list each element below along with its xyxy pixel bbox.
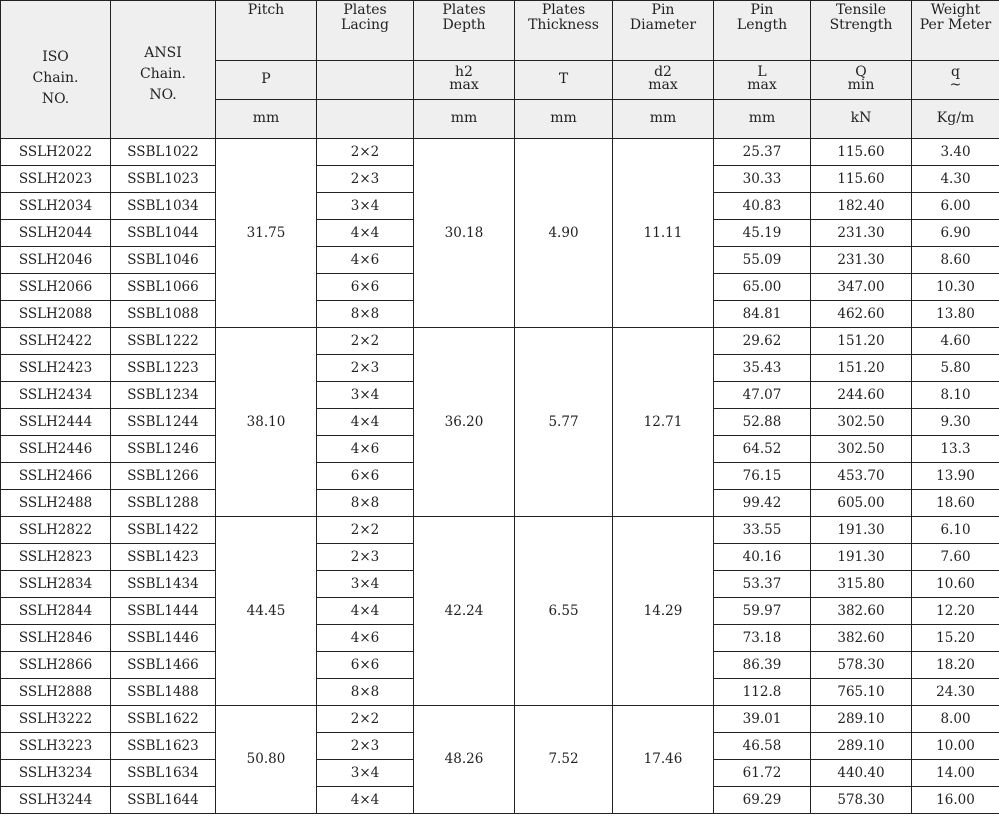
weight-per-meter-cell: 8.10 [912,382,999,409]
tensile-strength-cell: 289.10 [811,706,912,733]
plates-lacing-cell: 8×8 [317,301,414,328]
plates-lacing-cell: 2×2 [317,139,414,166]
ansi-chain-no-cell: SSBL1046 [111,247,216,274]
plates-depth-cell: 42.24 [414,517,515,706]
table-header [1,1,999,139]
pin-length-cell: 35.43 [714,355,811,382]
ansi-chain-no-cell: SSBL1466 [111,652,216,679]
tensile-strength-cell: 765.10 [811,679,912,706]
tensile-strength-cell: 302.50 [811,436,912,463]
pin-diameter-cell: 14.29 [613,517,714,706]
header-iso-chain-no: ISO Chain. NO. [1,1,111,139]
symbol-length: L max [714,61,811,100]
unit-depth: mm [414,100,515,139]
plates-depth-cell: 36.20 [414,328,515,517]
plates-lacing-cell: 3×4 [317,382,414,409]
table-row [1,706,999,733]
pitch-cell: 31.75 [216,139,317,328]
plates-thickness-cell: 5.77 [515,328,613,517]
header-pin-length: Pin Length [714,1,811,61]
ansi-chain-no-cell: SSBL1644 [111,787,216,814]
pin-length-cell: 55.09 [714,247,811,274]
pin-length-cell: 25.37 [714,139,811,166]
plates-lacing-cell: 2×2 [317,517,414,544]
iso-chain-no-cell: SSLH2422 [1,328,111,355]
unit-lacing [317,100,414,139]
symbol-weight: q ~ [912,61,999,100]
iso-chain-no-cell: SSLH2044 [1,220,111,247]
iso-chain-no-cell: SSLH2423 [1,355,111,382]
plates-lacing-cell: 4×6 [317,247,414,274]
unit-length: mm [714,100,811,139]
weight-per-meter-cell: 14.00 [912,760,999,787]
iso-chain-no-cell: SSLH3222 [1,706,111,733]
ansi-chain-no-cell: SSBL1244 [111,409,216,436]
plates-lacing-cell: 3×4 [317,193,414,220]
symbol-depth: h2 max [414,61,515,100]
iso-chain-no-cell: SSLH2888 [1,679,111,706]
ansi-chain-no-cell: SSBL1446 [111,625,216,652]
plates-lacing-cell: 6×6 [317,274,414,301]
ansi-chain-no-cell: SSBL1246 [111,436,216,463]
unit-tensile: kN [811,100,912,139]
ansi-chain-no-cell: SSBL1066 [111,274,216,301]
weight-per-meter-cell: 8.60 [912,247,999,274]
plates-lacing-cell: 2×2 [317,328,414,355]
pin-length-cell: 112.8 [714,679,811,706]
plates-lacing-cell: 4×4 [317,220,414,247]
plates-lacing-cell: 2×3 [317,544,414,571]
header-pin-diameter: Pin Diameter [613,1,714,61]
weight-per-meter-cell: 24.30 [912,679,999,706]
iso-chain-no-cell: SSLH2866 [1,652,111,679]
weight-per-meter-cell: 6.00 [912,193,999,220]
weight-per-meter-cell: 13.90 [912,463,999,490]
pin-length-cell: 47.07 [714,382,811,409]
pin-length-cell: 64.52 [714,436,811,463]
ansi-chain-no-cell: SSBL1444 [111,598,216,625]
plates-lacing-cell: 6×6 [317,463,414,490]
ansi-chain-no-cell: SSBL1234 [111,382,216,409]
weight-per-meter-cell: 16.00 [912,787,999,814]
pin-length-cell: 33.55 [714,517,811,544]
tensile-strength-cell: 382.60 [811,625,912,652]
pin-length-cell: 53.37 [714,571,811,598]
pitch-cell: 50.80 [216,706,317,814]
plates-lacing-cell: 4×4 [317,598,414,625]
table-body [1,139,999,814]
ansi-chain-no-cell: SSBL1288 [111,490,216,517]
symbol-thickness: T [515,61,613,100]
weight-per-meter-cell: 5.80 [912,355,999,382]
iso-chain-no-cell: SSLH2034 [1,193,111,220]
table-row [1,328,999,355]
plates-lacing-cell: 4×6 [317,625,414,652]
header-weight-per-meter: Weight Per Meter [912,1,999,61]
pin-diameter-cell: 12.71 [613,328,714,517]
iso-chain-no-cell: SSLH2822 [1,517,111,544]
tensile-strength-cell: 453.70 [811,463,912,490]
ansi-chain-no-cell: SSBL1034 [111,193,216,220]
tensile-strength-cell: 440.40 [811,760,912,787]
pin-length-cell: 40.16 [714,544,811,571]
plates-lacing-cell: 8×8 [317,490,414,517]
ansi-chain-no-cell: SSBL1623 [111,733,216,760]
weight-per-meter-cell: 18.20 [912,652,999,679]
tensile-strength-cell: 347.00 [811,274,912,301]
unit-diameter: mm [613,100,714,139]
iso-chain-no-cell: SSLH2022 [1,139,111,166]
iso-chain-no-cell: SSLH3244 [1,787,111,814]
plates-lacing-cell: 3×4 [317,760,414,787]
plates-lacing-cell: 4×4 [317,409,414,436]
table-row [1,139,999,166]
plates-depth-cell: 48.26 [414,706,515,814]
tensile-strength-cell: 244.60 [811,382,912,409]
iso-chain-no-cell: SSLH2434 [1,382,111,409]
iso-chain-no-cell: SSLH2823 [1,544,111,571]
pin-length-cell: 46.58 [714,733,811,760]
tensile-strength-cell: 302.50 [811,409,912,436]
pitch-cell: 44.45 [216,517,317,706]
plates-lacing-cell: 4×4 [317,787,414,814]
iso-chain-no-cell: SSLH3234 [1,760,111,787]
ansi-chain-no-cell: SSBL1266 [111,463,216,490]
tensile-strength-cell: 231.30 [811,220,912,247]
pin-length-cell: 59.97 [714,598,811,625]
ansi-chain-no-cell: SSBL1488 [111,679,216,706]
tensile-strength-cell: 191.30 [811,517,912,544]
iso-chain-no-cell: SSLH2466 [1,463,111,490]
symbol-lacing [317,61,414,100]
ansi-chain-no-cell: SSBL1223 [111,355,216,382]
plates-lacing-cell: 8×8 [317,679,414,706]
ansi-chain-no-cell: SSBL1023 [111,166,216,193]
iso-chain-no-cell: SSLH2844 [1,598,111,625]
iso-chain-no-cell: SSLH2834 [1,571,111,598]
pin-length-cell: 30.33 [714,166,811,193]
pin-length-cell: 29.62 [714,328,811,355]
plates-depth-cell: 30.18 [414,139,515,328]
plates-lacing-cell: 2×2 [317,706,414,733]
ansi-chain-no-cell: SSBL1222 [111,328,216,355]
tensile-strength-cell: 462.60 [811,301,912,328]
unit-thickness: mm [515,100,613,139]
symbol-tensile: Q min [811,61,912,100]
weight-per-meter-cell: 4.30 [912,166,999,193]
ansi-chain-no-cell: SSBL1434 [111,571,216,598]
weight-per-meter-cell: 7.60 [912,544,999,571]
plates-lacing-cell: 3×4 [317,571,414,598]
weight-per-meter-cell: 10.00 [912,733,999,760]
pin-length-cell: 61.72 [714,760,811,787]
weight-per-meter-cell: 9.30 [912,409,999,436]
pin-diameter-cell: 17.46 [613,706,714,814]
pitch-cell: 38.10 [216,328,317,517]
table-row [1,517,999,544]
tensile-strength-cell: 115.60 [811,166,912,193]
tensile-strength-cell: 115.60 [811,139,912,166]
weight-per-meter-cell: 8.00 [912,706,999,733]
pin-length-cell: 52.88 [714,409,811,436]
header-plates-lacing: Plates Lacing [317,1,414,61]
plates-lacing-cell: 2×3 [317,355,414,382]
pin-length-cell: 99.42 [714,490,811,517]
weight-per-meter-cell: 15.20 [912,625,999,652]
pin-length-cell: 39.01 [714,706,811,733]
pin-length-cell: 69.29 [714,787,811,814]
pin-length-cell: 86.39 [714,652,811,679]
plates-lacing-cell: 4×6 [317,436,414,463]
tensile-strength-cell: 315.80 [811,571,912,598]
tensile-strength-cell: 231.30 [811,247,912,274]
symbol-pitch: P [216,61,317,100]
ansi-chain-no-cell: SSBL1634 [111,760,216,787]
header-plates-thickness: Plates Thickness [515,1,613,61]
weight-per-meter-cell: 13.3 [912,436,999,463]
weight-per-meter-cell: 10.30 [912,274,999,301]
unit-weight: Kg/m [912,100,999,139]
iso-chain-no-cell: SSLH2046 [1,247,111,274]
plates-lacing-cell: 2×3 [317,166,414,193]
weight-per-meter-cell: 3.40 [912,139,999,166]
ansi-chain-no-cell: SSBL1044 [111,220,216,247]
weight-per-meter-cell: 12.20 [912,598,999,625]
tensile-strength-cell: 382.60 [811,598,912,625]
plates-thickness-cell: 4.90 [515,139,613,328]
tensile-strength-cell: 182.40 [811,193,912,220]
header-pitch: Pitch [216,1,317,61]
symbol-diameter: d2 max [613,61,714,100]
weight-per-meter-cell: 10.60 [912,571,999,598]
plates-lacing-cell: 2×3 [317,733,414,760]
iso-chain-no-cell: SSLH2066 [1,274,111,301]
plates-thickness-cell: 7.52 [515,706,613,814]
iso-chain-no-cell: SSLH2444 [1,409,111,436]
header-ansi-chain-no: ANSI Chain. NO. [111,1,216,139]
weight-per-meter-cell: 6.10 [912,517,999,544]
pin-length-cell: 73.18 [714,625,811,652]
pin-length-cell: 84.81 [714,301,811,328]
header-plates-depth: Plates Depth [414,1,515,61]
ansi-chain-no-cell: SSBL1088 [111,301,216,328]
iso-chain-no-cell: SSLH2846 [1,625,111,652]
header-tensile-strength: Tensile Strength [811,1,912,61]
iso-chain-no-cell: SSLH3223 [1,733,111,760]
iso-chain-no-cell: SSLH2446 [1,436,111,463]
ansi-chain-no-cell: SSBL1423 [111,544,216,571]
ansi-chain-no-cell: SSBL1022 [111,139,216,166]
tensile-strength-cell: 191.30 [811,544,912,571]
tensile-strength-cell: 578.30 [811,787,912,814]
weight-per-meter-cell: 13.80 [912,301,999,328]
tensile-strength-cell: 578.30 [811,652,912,679]
pin-length-cell: 65.00 [714,274,811,301]
plates-thickness-cell: 6.55 [515,517,613,706]
pin-length-cell: 40.83 [714,193,811,220]
pin-diameter-cell: 11.11 [613,139,714,328]
tensile-strength-cell: 151.20 [811,328,912,355]
weight-per-meter-cell: 18.60 [912,490,999,517]
tensile-strength-cell: 605.00 [811,490,912,517]
tensile-strength-cell: 151.20 [811,355,912,382]
plates-lacing-cell: 6×6 [317,652,414,679]
ansi-chain-no-cell: SSBL1422 [111,517,216,544]
ansi-chain-no-cell: SSBL1622 [111,706,216,733]
pin-length-cell: 76.15 [714,463,811,490]
iso-chain-no-cell: SSLH2088 [1,301,111,328]
iso-chain-no-cell: SSLH2488 [1,490,111,517]
weight-per-meter-cell: 6.90 [912,220,999,247]
weight-per-meter-cell: 4.60 [912,328,999,355]
tensile-strength-cell: 289.10 [811,733,912,760]
iso-chain-no-cell: SSLH2023 [1,166,111,193]
pin-length-cell: 45.19 [714,220,811,247]
unit-pitch: mm [216,100,317,139]
